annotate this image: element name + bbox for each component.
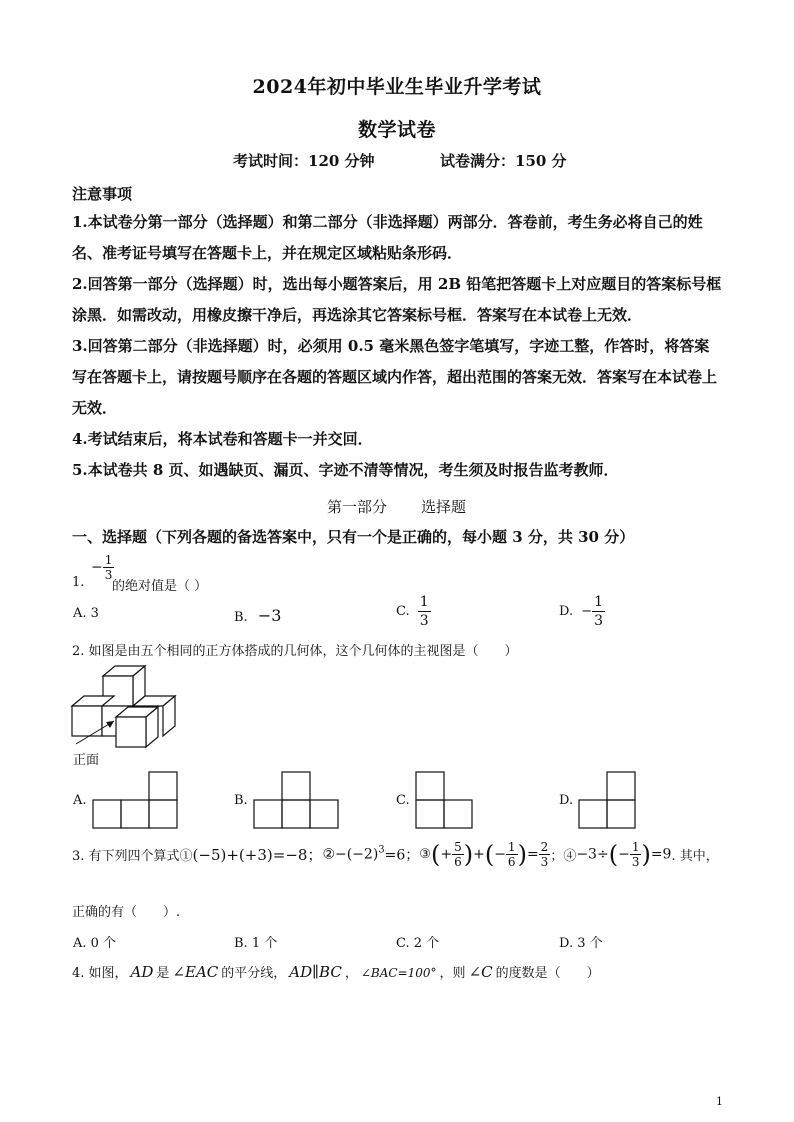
q3-e3-r-den: 3 [540, 855, 549, 869]
q4-text [72, 962, 600, 981]
q3-expr-2: ②−(−2) [322, 846, 379, 863]
q4-p2: 是 [156, 966, 170, 981]
q3-expr-2-tail: =6； [384, 847, 420, 864]
q1-option-c-label: C. [396, 604, 410, 619]
q3-e3-b-num: 1 [507, 840, 516, 854]
note-4: 4.考试结束后，将本试卷和答题卡一并交回． [72, 430, 373, 448]
q2-option-b[interactable]: B. [234, 793, 248, 808]
section-heading: 一、选择题（下列各题的备选答案中，只有一个是正确的，每小题 3 分，共 30 分） [72, 528, 635, 546]
q3-option-a[interactable]: A. 0 个 [73, 936, 117, 951]
exam-full-score: 试卷满分：150 分 [440, 152, 567, 170]
exam-subtitle: 数学试卷 [357, 119, 436, 141]
page-number: 1 [716, 1095, 723, 1108]
note-5: 5.本试卷共 8 页、如遇缺页、漏页、字迹不清等情况，考生须及时报告监考教师． [72, 461, 619, 479]
q3-e3-b-den: 6 [507, 855, 516, 869]
q1-text: 的绝对值是（ ） [112, 579, 208, 594]
q1-option-b-value: −3 [257, 606, 282, 625]
q3-expr-3-label: ③ [419, 847, 431, 862]
q3-option-c[interactable]: C. 2 个 [396, 936, 440, 951]
q1-fraction [91, 553, 114, 582]
q1-option-b[interactable] [234, 606, 281, 625]
q2-option-d-view [578, 770, 638, 830]
q3-e3-r-num: 2 [540, 840, 549, 854]
q2-option-a-view [92, 770, 180, 830]
q2-option-a[interactable]: A. [73, 793, 87, 808]
q1-option-d[interactable] [559, 593, 605, 630]
q2-text: 2. 如图是由五个相同的正方体搭成的几何体，这个几何体的主视图是（ ） [72, 644, 518, 659]
note-3: 3.回答第二部分（非选择题）时，必须用 0.5 毫米黑色签字笔填写，字迹工整，作答时，将答案写在答题卡上，请按题号顺序在各题的答题区域内作答，超出范围的答案无效．答案写在本试卷上无效． [72, 337, 718, 417]
q1-option-d-num: 1 [594, 594, 604, 610]
part-label: 第一部分 [327, 498, 388, 516]
q4-p1: 4. 如图， [72, 966, 128, 981]
q1-frac-num: 1 [104, 553, 113, 567]
part-type: 选择题 [421, 498, 467, 516]
note-2: 2.回答第一部分（选择题）时，选出每小题答案后，用 2B 铅笔把答题卡上对应题目的答案标号框涂黑．如需改动，用橡皮擦干净后，再选涂其它答案标号框．答案写在本试卷上无效． [72, 275, 722, 324]
q2-option-c-view [415, 770, 475, 830]
q1-minus: − [91, 559, 103, 576]
q1-option-d-label: D. [559, 604, 574, 619]
q3-e3-a-den: 6 [454, 855, 462, 869]
q2-front-label: 正面 [73, 753, 100, 768]
q3-expr-1: (−5)+(+3)=−8； [192, 846, 323, 864]
q3-expr-2-exp: 3 [378, 844, 385, 856]
q1-option-c[interactable] [396, 593, 431, 630]
q1-option-b-label: B. [234, 610, 248, 625]
q4-bac: ∠BAC=100° [360, 966, 437, 980]
q2-option-d[interactable]: D. [559, 793, 574, 808]
q4-p5: ，则 [439, 966, 466, 981]
q4-p4: ， [344, 966, 358, 981]
q3-e4-tail: =9 [650, 846, 672, 863]
q1-option-c-den: 3 [419, 613, 429, 629]
note-1: 1.本试卷分第一部分（选择题）和第二部分（非选择题）两部分．答卷前，考生务必将自己的姓名、准考证号填写在答题卡上，并在规定区域粘贴条形码． [72, 213, 703, 262]
q4-angle-c: ∠C [468, 963, 493, 981]
q2-option-b-view [253, 770, 341, 830]
q1-option-a[interactable]: A. 3 [73, 606, 99, 621]
q3-expr-4-label: ；④ [550, 849, 577, 864]
q1-option-d-den: 3 [594, 613, 604, 629]
q4-ad: AD [130, 963, 154, 981]
q4-parallel: AD∥BC [289, 963, 342, 981]
q3-e4-a: −3÷ [576, 846, 609, 863]
q3-e4-den: 3 [631, 855, 640, 869]
q4-p6: 的度数是（ ） [495, 966, 600, 981]
notes-heading: 注意事项 [72, 185, 133, 203]
exam-title: 2024年初中毕业生毕业升学考试 [252, 76, 542, 98]
exam-time: 考试时间：120 分钟 [233, 152, 375, 170]
q1-option-c-num: 1 [419, 594, 429, 610]
q2-cube-figure [70, 664, 185, 749]
q3-suffix: . 其中， [671, 849, 719, 864]
q2-option-c[interactable]: C. [396, 793, 410, 808]
q4-eac: ∠EAC [172, 963, 219, 981]
q3-e3-a-num: 5 [454, 840, 462, 854]
q3-line1: 3. 有下列四个算式①(−5)+(+3)=−8；$②-(-2)^3=6$；③(+ $\frac{5}{6}$ )+(− $\frac{1}{6}$ )= $\frac{2}{3}$ ；④−3÷(− $\frac{1}{3}$ )=9. 其中， [72, 840, 719, 869]
q4-p3: 的平分线， [221, 966, 287, 981]
q1-number: 1. [72, 575, 85, 590]
q3-e3-b-sign: − [494, 846, 506, 863]
q3-option-b[interactable]: B. 1 个 [234, 936, 278, 951]
q3-option-d[interactable]: D. 3 个 [559, 936, 603, 951]
q3-line2: 正确的有（ ）. [72, 905, 181, 920]
q1-frac-den: 3 [104, 568, 113, 582]
q3-e3-a-sign: + [440, 846, 453, 863]
q3-prefix: 3. 有下列四个算式① [72, 849, 193, 864]
q3-e4-num: 1 [631, 840, 640, 854]
q1-option-d-sign: − [581, 604, 593, 619]
